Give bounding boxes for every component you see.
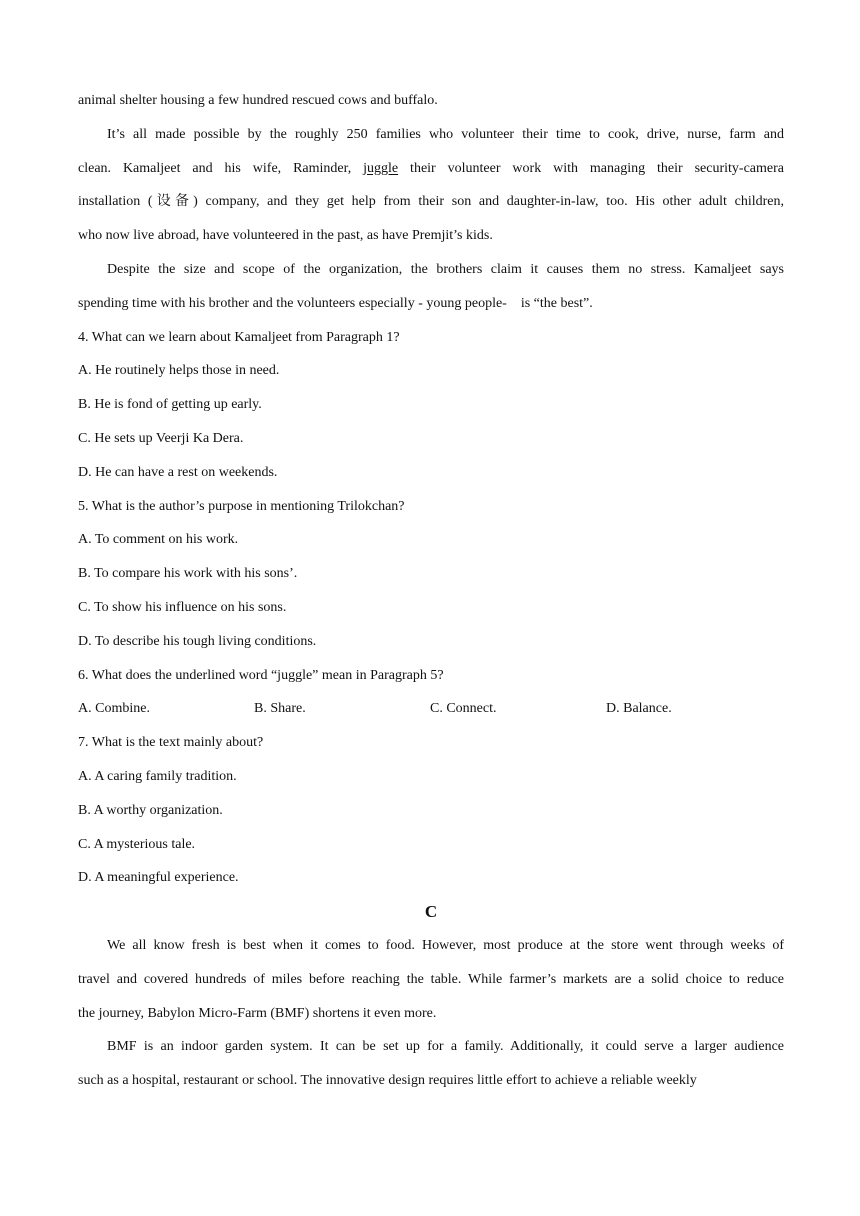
question-7-option-b: B. A worthy organization.: [78, 802, 223, 818]
question-5-option-d: D. To describe his tough living conditions.: [78, 633, 317, 649]
question-4-option-c: C. He sets up Veerji Ka Dera.: [78, 430, 244, 446]
passage-c-paragraph-2-line: such as a hospital, restaurant or school. The innovative design requires little effort to achieve a reliable weekly: [78, 1073, 697, 1089]
passage-b-paragraph-6-line: Despite the size and scope of the organization, the brothers claim it causes them no stress. Kamaljeet says: [107, 261, 784, 277]
passage-b-paragraph-5-line: It’s all made possible by the roughly 250 families who volunteer their time to cook, drive, nurse, farm and: [107, 126, 784, 142]
question-7-stem: 7. What is the text mainly about?: [78, 735, 264, 751]
passage-c-paragraph-1-line: the journey, Babylon Micro-Farm (BMF) shortens it even more.: [78, 1005, 437, 1021]
question-6-option-b: B. Share.: [254, 701, 306, 717]
question-4-option-d: D. He can have a rest on weekends.: [78, 464, 278, 480]
question-6-option-c: C. Connect.: [430, 701, 497, 717]
page-content: [78, 84, 784, 1098]
passage-c-paragraph-1-line: travel and covered hundreds of miles before reaching the table. While farmer’s markets are a solid choice to reduce: [78, 971, 784, 987]
paragraph-text: clean. Kamaljeet and his wife, Raminder,: [78, 160, 364, 176]
passage-b-paragraph-6-line: spending time with his brother and the volunteers especially - young people- is “the best”.: [78, 295, 593, 311]
question-6-options: [78, 692, 784, 726]
question-4-stem: 4. What can we learn about Kamaljeet from Paragraph 1?: [78, 329, 400, 345]
passage-b-line: animal shelter housing a few hundred rescued cows and buffalo.: [78, 93, 438, 108]
question-6-stem: 6. What does the underlined word “juggle” mean in Paragraph 5?: [78, 667, 444, 683]
question-7-option-d: D. A meaningful experience.: [78, 870, 239, 886]
passage-c-heading: C: [424, 902, 438, 922]
question-4-option-a: A. He routinely helps those in need.: [78, 363, 280, 379]
passage-b-paragraph-5-line: who now live abroad, have volunteered in the past, as have Premjit’s kids.: [78, 228, 493, 244]
question-6-option-a: A. Combine.: [78, 701, 150, 717]
question-5-option-c: C. To show his influence on his sons.: [78, 599, 287, 615]
question-7-option-a: A. A caring family tradition.: [78, 768, 237, 784]
underlined-word-juggle: juggle: [363, 160, 399, 176]
question-5-stem: 5. What is the author’s purpose in mentioning Trilokchan?: [78, 498, 405, 514]
question-5-option-b: B. To compare his work with his sons’.: [78, 566, 298, 582]
passage-b-paragraph-5-line: installation (设备) company, and they get help from their son and daughter-in-law, too. His other adult children,: [78, 194, 784, 210]
question-7-option-c: C. A mysterious tale.: [78, 836, 196, 852]
question-6-option-d: D. Balance.: [606, 701, 672, 717]
paragraph-text: their volunteer work with managing their security-camera: [398, 160, 784, 176]
passage-c-paragraph-1-line: We all know fresh is best when it comes to food. However, most produce at the store went through weeks of: [107, 937, 784, 953]
question-4-option-b: B. He is fond of getting up early.: [78, 397, 262, 413]
question-5-option-a: A. To comment on his work.: [78, 532, 239, 548]
passage-c-paragraph-2-line: BMF is an indoor garden system. It can be set up for a family. Additionally, it could serve a larger audience: [107, 1039, 784, 1055]
passage-b-paragraph-5-line: [78, 152, 784, 186]
